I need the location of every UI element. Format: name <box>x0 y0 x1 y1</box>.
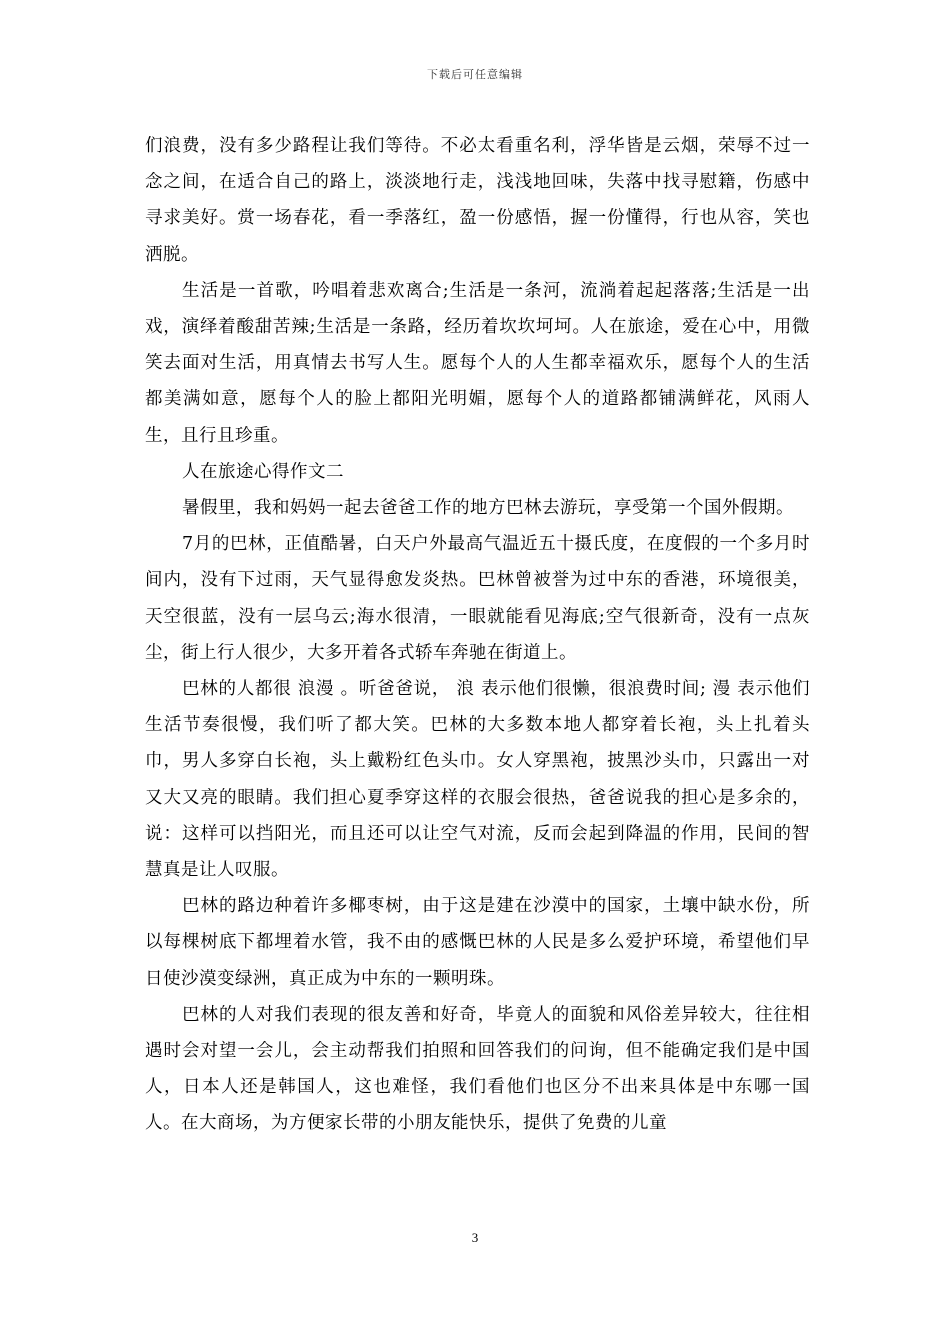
paragraph-life-song: 生活是一首歌，吟唱着悲欢离合;生活是一条河，流淌着起起落落;生活是一出戏，演绎着酸甜苦辣;生活是一条路，经历着坎坎坷坷。人在旅途，爱在心中，用微笑去面对生活，用真情去书写人生。愿每个人的人生都幸福欢乐，愿每个人的生活都美满如意，愿每个人的脸上都阳光明媚，愿每个人的道路都铺满鲜花，风雨人生，且行且珍重。 <box>145 280 810 446</box>
paragraph-date-palms: 巴林的路边种着许多椰枣树，由于这是建在沙漠中的国家，土壤中缺水份，所以每棵树底下都埋着水管，我不由的感慨巴林的人民是多么爱护环境，希望他们早日使沙漠变绿洲，真正成为中东的一颗明珠。 <box>145 896 810 989</box>
essay-heading: 人在旅途心得作文二 <box>182 461 344 482</box>
paragraph-bahrain-people: 巴林的人都很 浪漫 。听爸爸说， 浪 表示他们很懒，很浪费时间; 漫 表示他们生活节奏很慢，我们听了都大笑。巴林的大多数本地人都穿着长袍，头上扎着头巾，男人多穿白长袍，头上戴粉红色头巾。女人穿黑袍，披黑沙头巾，只露出一对又大又亮的眼睛。我们担心夏季穿这样的衣服会很热，爸爸说我的担心是多余的，说：这样可以挡阳光，而且还可以让空气对流，反而会起到降温的作用，民间的智慧真是让人叹服。 <box>145 679 810 881</box>
paragraph-summer-vacation: 暑假里，我和妈妈一起去爸爸工作的地方巴林去游玩，享受第一个国外假期。 <box>182 498 794 519</box>
header-note: 下载后可任意编辑 <box>427 68 523 81</box>
paragraph-friendly-locals: 巴林的人对我们表现的很友善和好奇，毕竟人的面貌和风俗差异较大，往往相遇时会对望一会儿，会主动帮我们拍照和回答我们的问询，但不能确定我们是中国人，日本人还是韩国人，这也难怪，我们看他们也区分不出来具体是中东哪一国人。在大商场，为方便家长带的小朋友能快乐，提供了免费的儿童 <box>145 1004 810 1134</box>
paragraph-continuation: 们浪费，没有多少路程让我们等待。不必太看重名利，浮华皆是云烟，荣辱不过一念之间，在适合自己的路上，淡淡地行走，浅浅地回味，失落中找寻慰籍，伤感中寻求美好。赏一场春花，看一季落红，盈一份感悟，握一份懂得，行也从容，笑也洒脱。 <box>145 136 810 265</box>
paragraph-bahrain-july: 7月的巴林，正值酷暑，白天户外最高气温近五十摄氏度，在度假的一个多月时间内，没有下过雨，天气显得愈发炎热。巴林曾被誉为过中东的香港，环境很美，天空很蓝，没有一层乌云;海水很清，一眼就能看见海底;空气很新奇，没有一点灰尘，街上行人很少，大多开着各式轿车奔驰在街道上。 <box>145 534 810 663</box>
document-body <box>145 128 810 1142</box>
page-number: 3 <box>471 1230 479 1245</box>
